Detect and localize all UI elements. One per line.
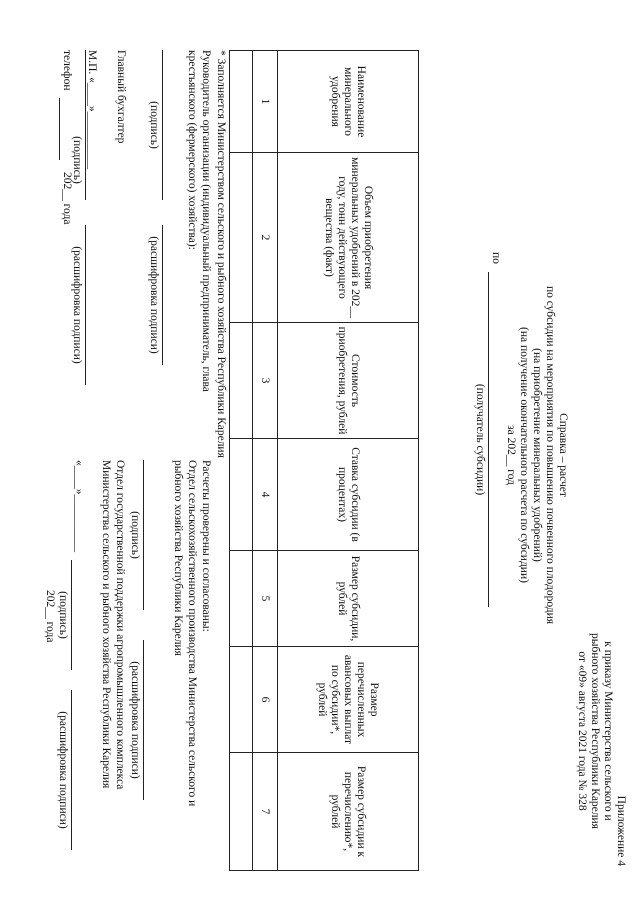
decode-caption: (расшифровка подписи): [71, 246, 83, 364]
table-cell[interactable]: [230, 647, 253, 753]
title-purchase: (на приобретение минеральных удобрений): [531, 348, 543, 562]
verification-header: Расчеты проверены и согласованы:: [200, 460, 212, 632]
table-cell[interactable]: [230, 51, 253, 153]
table-cell[interactable]: [230, 323, 253, 439]
decode-line: [85, 225, 86, 385]
document-title: [504, 230, 569, 680]
recipient-prefix: по: [490, 252, 502, 264]
title-main: Справка – расчет: [557, 413, 569, 497]
signature-caption: (подпись): [71, 136, 83, 184]
recipient-caption: (получатель субсидии): [474, 383, 486, 496]
column-number: 6: [253, 647, 278, 753]
agri-production-dept-line1: Отдел сельскохозяйственного производства Министерства сельского и: [186, 460, 198, 807]
signature-caption: (подпись): [129, 511, 141, 559]
signature-line: [162, 50, 163, 200]
column-number: 4: [253, 439, 278, 551]
agri-production-dept-line2: рыбного хозяйства Республики Карелия: [172, 460, 184, 656]
signature-line: [71, 560, 72, 670]
table-header-row: [278, 51, 419, 871]
subsidy-table: [229, 50, 419, 871]
column-number: 7: [253, 753, 278, 871]
header-purchase-volume: Объем приобретения минеральных удобрений в 202__ году, тонн действующего вещества (факт): [278, 153, 419, 323]
table-cell[interactable]: [230, 753, 253, 871]
header-fertilizer-name: Наименование минерального удобрения: [278, 51, 419, 153]
header-amount-to-transfer: Размер субсидии к перечислению*, рублей: [278, 753, 419, 871]
table-cell[interactable]: [230, 153, 253, 323]
table-number-row: [253, 51, 278, 871]
column-number: 2: [253, 153, 278, 323]
column-number: 3: [253, 323, 278, 439]
decode-line: [71, 690, 72, 850]
decode-line: [162, 225, 163, 365]
signature-line: [143, 460, 144, 610]
appendix-date-line: от «09» августа 2021 года № 328: [576, 651, 588, 811]
decode-caption: (расшифровка подписи): [57, 711, 69, 829]
phone-label: телефон: [61, 50, 73, 91]
phone-line: [59, 98, 60, 160]
title-final-calc: (на получение окончательного расчета по субсидии): [518, 327, 530, 583]
year-label: 202__ года: [61, 172, 73, 225]
table-empty-row: [230, 51, 253, 871]
recipient-underline: [488, 272, 489, 607]
stamp-date-label: М.П. «____»__________: [86, 50, 98, 170]
approval-date-label: «____»__________: [73, 460, 85, 552]
table-cell[interactable]: [230, 439, 253, 551]
signature-caption: (подпись): [148, 101, 160, 149]
appendix-ministry-line: рыбного хозяйства Республики Карелия: [589, 633, 601, 829]
appendix-header: [575, 596, 627, 866]
signature-caption: (подпись): [57, 591, 69, 639]
title-subject: по субсидии на мероприятия по повышению почвенного плодородия: [544, 285, 556, 625]
chief-accountant-label: Главный бухгалтер: [115, 50, 127, 144]
column-number: 1: [253, 51, 278, 153]
appendix-number: Приложение 4: [615, 795, 627, 866]
title-year: за 202__ год: [505, 425, 517, 485]
approval-year-label: 202__ года: [44, 590, 56, 643]
head-of-organization-line1: Руководитель организации (индивидуальный предприниматель, глава: [200, 50, 212, 392]
head-of-organization-line2: крестьянского (фермерского) хозяйства):: [186, 50, 198, 250]
decode-line: [143, 640, 144, 800]
header-advance-payments: Размер перечисленных авансовых выплат по субсидии*, рублей: [278, 647, 419, 753]
decode-caption: (расшифровка подписи): [148, 236, 160, 354]
appendix-order-line: к приказу Министерства сельского и: [602, 641, 614, 821]
header-subsidy-rate: Ставка субсидии (в процентах): [278, 439, 419, 551]
footnote: * Заполняется Министерством сельского и рыбного хозяйства Республики Карелия: [215, 50, 227, 458]
state-support-dept-line2: Министерства сельского и рыбного хозяйства Республики Карелия: [100, 460, 112, 789]
table-cell[interactable]: [230, 551, 253, 647]
state-support-dept-line1: Отдел государственной поддержки агропромышленного комплекса: [114, 460, 126, 790]
column-number: 5: [253, 551, 278, 647]
header-subsidy-amount: Размер субсидии, рублей: [278, 551, 419, 647]
header-purchase-cost: Стоимость приобретения, рублей: [278, 323, 419, 439]
decode-caption: (расшифровка подписи): [129, 661, 141, 779]
